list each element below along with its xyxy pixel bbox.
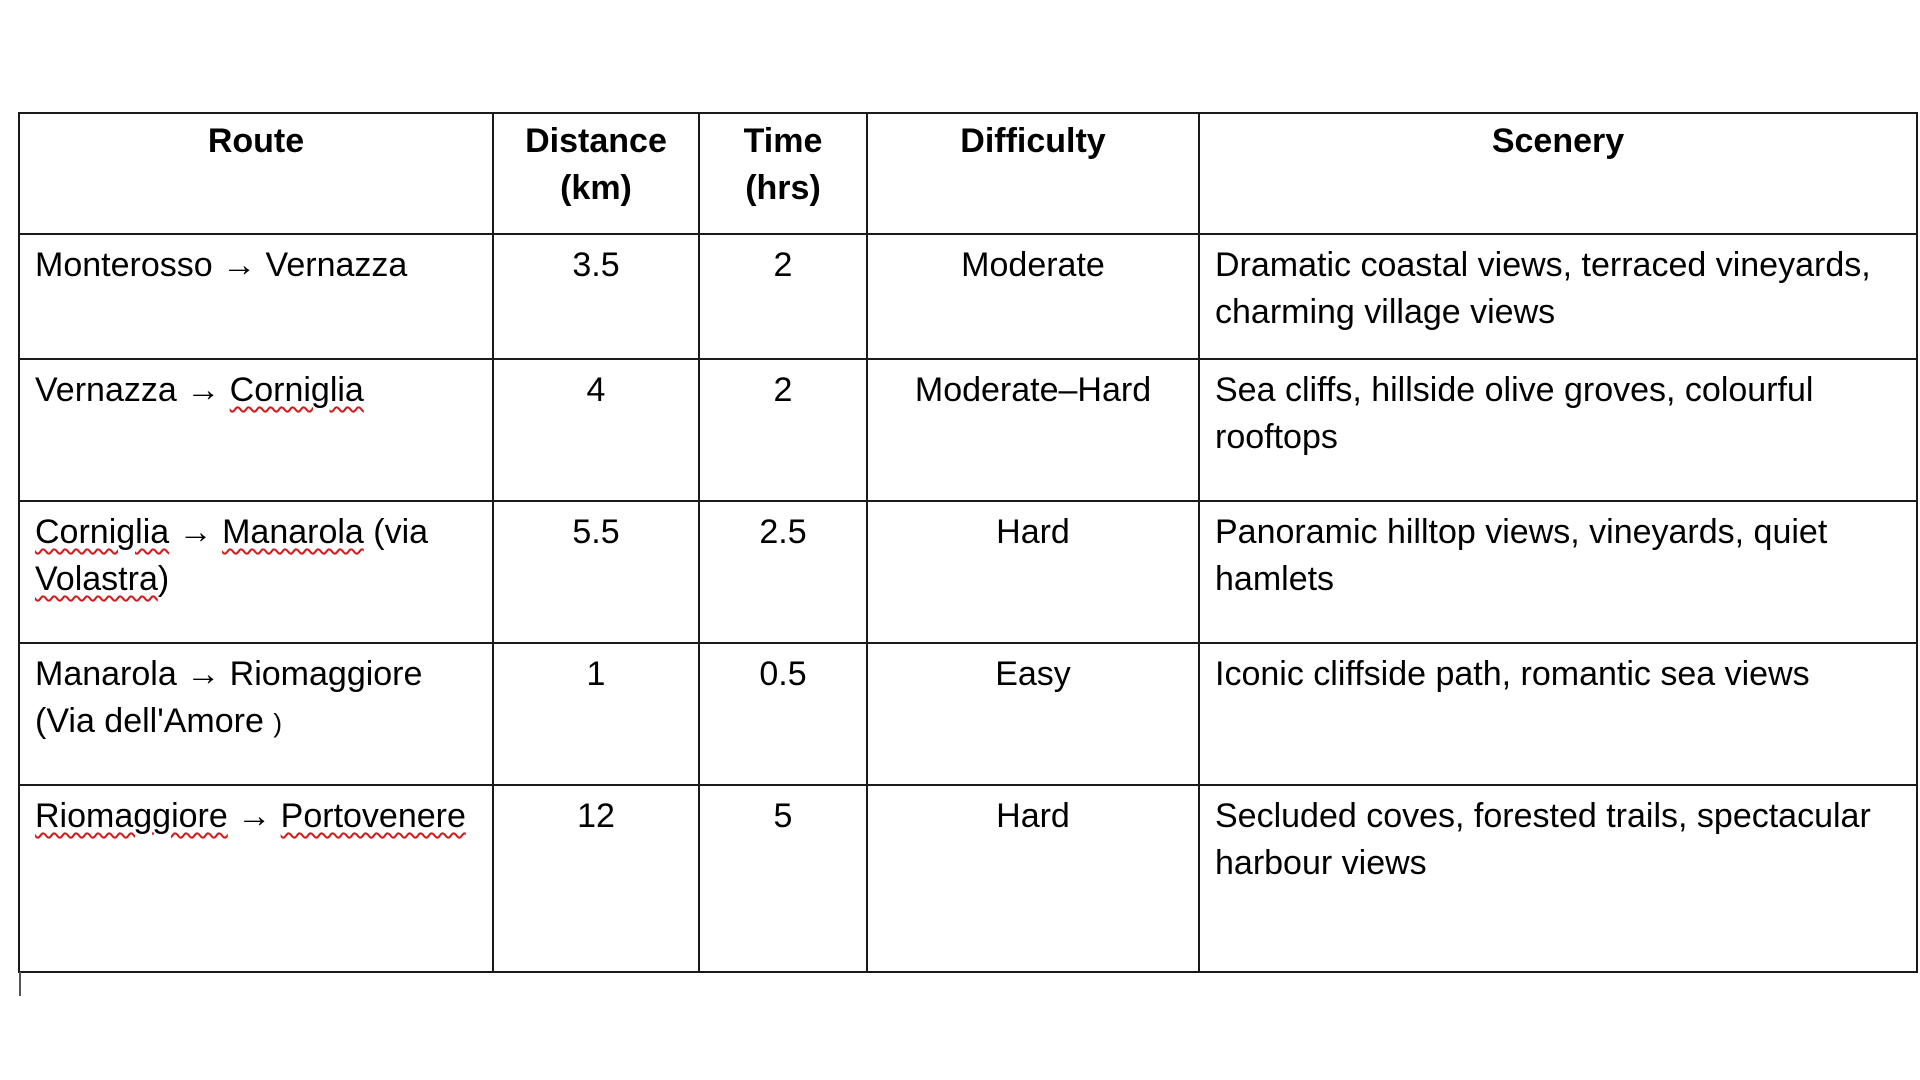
route-cell[interactable]: Manarola → Riomaggiore (Via dell'Amore ) xyxy=(19,643,493,785)
header-route[interactable]: Route xyxy=(19,113,493,234)
scenery-cell[interactable]: Secluded coves, forested trails, spectacular harbour views xyxy=(1199,785,1917,972)
difficulty-cell[interactable]: Easy xyxy=(867,643,1199,785)
arrow-icon: → xyxy=(186,655,221,693)
header-distance[interactable]: Distance (km) xyxy=(493,113,699,234)
header-time[interactable]: Time (hrs) xyxy=(699,113,867,234)
header-difficulty[interactable]: Difficulty xyxy=(867,113,1199,234)
table-row xyxy=(19,785,1917,972)
scenery-cell[interactable]: Iconic cliffside path, romantic sea views xyxy=(1199,643,1917,785)
scenery-cell[interactable]: Sea cliffs, hillside olive groves, colourful rooftops xyxy=(1199,359,1917,501)
route-cell[interactable]: Riomaggiore → Portovenere xyxy=(19,785,493,972)
arrow-icon: → xyxy=(222,246,257,284)
time-cell[interactable]: 5 xyxy=(699,785,867,972)
arrow-icon: → xyxy=(178,513,213,551)
routes-table xyxy=(18,112,1918,973)
time-cell[interactable]: 0.5 xyxy=(699,643,867,785)
scenery-cell[interactable]: Dramatic coastal views, terraced vineyards, charming village views xyxy=(1199,234,1917,359)
difficulty-cell[interactable]: Moderate–Hard xyxy=(867,359,1199,501)
route-cell[interactable]: Monterosso → Vernazza xyxy=(19,234,493,359)
distance-cell[interactable]: 3.5 xyxy=(493,234,699,359)
scenery-cell[interactable]: Panoramic hilltop views, vineyards, quiet hamlets xyxy=(1199,501,1917,643)
table-row xyxy=(19,359,1917,501)
time-cell[interactable]: 2 xyxy=(699,359,867,501)
arrow-icon: → xyxy=(186,371,221,409)
table-row xyxy=(19,643,1917,785)
distance-cell[interactable]: 1 xyxy=(493,643,699,785)
table-row xyxy=(19,501,1917,643)
header-scenery[interactable]: Scenery xyxy=(1199,113,1917,234)
distance-cell[interactable]: 5.5 xyxy=(493,501,699,643)
table-header-row xyxy=(19,113,1917,234)
text-cursor xyxy=(19,972,21,996)
time-cell[interactable]: 2 xyxy=(699,234,867,359)
table-row xyxy=(19,234,1917,359)
time-cell[interactable]: 2.5 xyxy=(699,501,867,643)
difficulty-cell[interactable]: Moderate xyxy=(867,234,1199,359)
distance-cell[interactable]: 4 xyxy=(493,359,699,501)
arrow-icon: → xyxy=(237,797,272,835)
distance-cell[interactable]: 12 xyxy=(493,785,699,972)
route-cell[interactable]: Vernazza → Corniglia xyxy=(19,359,493,501)
difficulty-cell[interactable]: Hard xyxy=(867,785,1199,972)
difficulty-cell[interactable]: Hard xyxy=(867,501,1199,643)
route-cell[interactable]: Corniglia → Manarola (via Volastra) xyxy=(19,501,493,643)
